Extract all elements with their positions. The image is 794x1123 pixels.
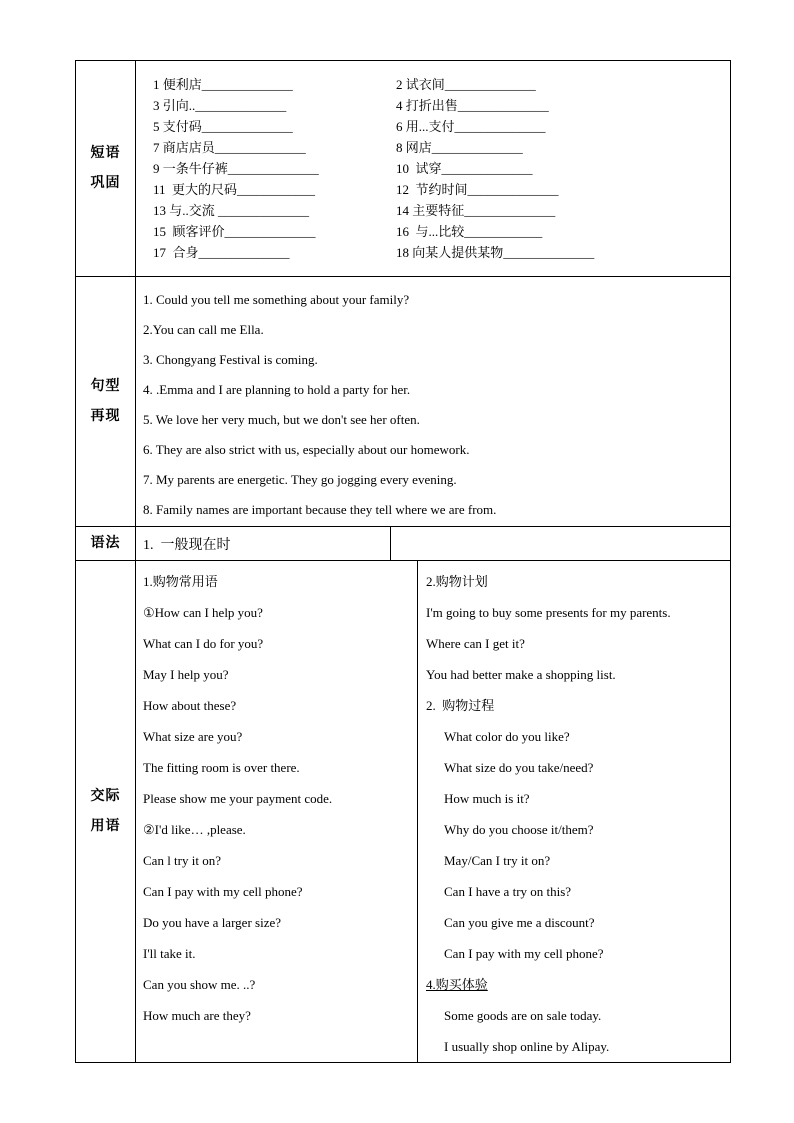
phrase-item: 17 合身______________ bbox=[153, 245, 290, 260]
comm-line: You had better make a shopping list. bbox=[426, 667, 616, 682]
row-label-phrases bbox=[76, 61, 136, 276]
comm-line: 4.购买体验 bbox=[426, 977, 488, 992]
communication-left-column bbox=[136, 561, 418, 1062]
phrase-item: 6 用...支付______________ bbox=[396, 119, 546, 134]
comm-line: ②I'd like… ,please. bbox=[143, 822, 246, 837]
row-label-line: 交际 bbox=[90, 788, 121, 804]
comm-line: Can I pay with my cell phone? bbox=[143, 884, 303, 899]
comm-line: I usually shop online by Alipay. bbox=[444, 1039, 610, 1054]
comm-line: Do you have a larger size? bbox=[143, 915, 282, 930]
sentence-item: 4. .Emma and I are planning to hold a party for her. bbox=[143, 382, 411, 397]
phrase-item: 8 网店______________ bbox=[396, 140, 523, 155]
phrase-item: 5 支付码______________ bbox=[153, 119, 293, 134]
phrase-item: 14 主要特征______________ bbox=[396, 203, 556, 218]
phrases-left-column bbox=[153, 74, 396, 276]
sentence-item: 2.You can call me Ella. bbox=[143, 322, 264, 337]
phrase-item: 3 引向..______________ bbox=[153, 98, 287, 113]
sentence-item: 8. Family names are important because they tell where we are from. bbox=[143, 502, 497, 517]
comm-line: What size do you take/need? bbox=[444, 760, 594, 775]
comm-line: May/Can I try it on? bbox=[444, 853, 551, 868]
comm-line: How about these? bbox=[143, 698, 237, 713]
row-label-line: 用语 bbox=[90, 818, 121, 834]
comm-line: ①How can I help you? bbox=[143, 605, 263, 620]
comm-line: How much are they? bbox=[143, 1008, 251, 1023]
phrases-content bbox=[136, 61, 730, 276]
phrase-item: 12 节约时间______________ bbox=[396, 182, 559, 197]
comm-line: Can you show me. ..? bbox=[143, 977, 256, 992]
comm-line: I'm going to buy some presents for my parents. bbox=[426, 605, 671, 620]
comm-line: What size are you? bbox=[143, 729, 243, 744]
comm-line: Some goods are on sale today. bbox=[444, 1008, 602, 1023]
row-label-line: 巩固 bbox=[90, 175, 121, 191]
comm-line: Can I have a try on this? bbox=[444, 884, 572, 899]
comm-line: How much is it? bbox=[444, 791, 530, 806]
comm-line: May I help you? bbox=[143, 667, 229, 682]
comm-line: 2. 购物过程 bbox=[426, 698, 495, 713]
phrase-item: 13 与..交流 ______________ bbox=[153, 203, 310, 218]
comm-line: What color do you like? bbox=[444, 729, 570, 744]
phrase-item: 18 向某人提供某物______________ bbox=[396, 245, 595, 260]
sentence-item: 3. Chongyang Festival is coming. bbox=[143, 352, 318, 367]
row-sentence-patterns bbox=[76, 276, 730, 526]
sentence-item: 7. My parents are energetic. They go jogging every evening. bbox=[143, 472, 457, 487]
comm-line: What can I do for you? bbox=[143, 636, 264, 651]
row-label-communication bbox=[76, 561, 136, 1062]
phrase-item: 10 试穿______________ bbox=[396, 161, 533, 176]
phrase-item: 15 顾客评价______________ bbox=[153, 224, 316, 239]
row-phrase-consolidation bbox=[76, 61, 730, 276]
row-label-grammar bbox=[76, 527, 136, 560]
comm-line: Please show me your payment code. bbox=[143, 791, 333, 806]
comm-line: The fitting room is over there. bbox=[143, 760, 300, 775]
row-label-sentences bbox=[76, 277, 136, 526]
phrase-item: 16 与...比较____________ bbox=[396, 224, 543, 239]
sentence-item: 1. Could you tell me something about your family? bbox=[143, 292, 410, 307]
phrase-item: 1 便利店______________ bbox=[153, 77, 293, 92]
comm-line: I'll take it. bbox=[143, 946, 196, 961]
phrase-item: 9 一条牛仔裤______________ bbox=[153, 161, 319, 176]
row-communication bbox=[76, 560, 730, 1062]
row-grammar bbox=[76, 526, 730, 560]
comm-line: Can I pay with my cell phone? bbox=[444, 946, 604, 961]
phrase-item: 11 更大的尺码____________ bbox=[153, 182, 316, 197]
phrase-item: 2 试衣间______________ bbox=[396, 77, 536, 92]
phrase-item: 4 打折出售______________ bbox=[396, 98, 549, 113]
comm-line: Can you give me a discount? bbox=[444, 915, 595, 930]
row-label-line: 短语 bbox=[90, 145, 121, 161]
comm-line: Where can I get it? bbox=[426, 636, 525, 651]
sentence-item: 5. We love her very much, but we don't see her often. bbox=[143, 412, 420, 427]
phrase-item: 7 商店店员______________ bbox=[153, 140, 306, 155]
comm-line: 2.购物计划 bbox=[426, 574, 488, 589]
comm-line: 1.购物常用语 bbox=[143, 574, 218, 589]
row-label-line: 语法 bbox=[90, 535, 121, 551]
phrases-right-column bbox=[396, 74, 730, 276]
communication-right-column bbox=[418, 561, 730, 1062]
comm-line: Can l try it on? bbox=[143, 853, 221, 868]
grammar-empty-cell bbox=[391, 527, 730, 560]
row-label-line: 句型 bbox=[90, 378, 121, 394]
row-label-line: 再现 bbox=[90, 408, 121, 424]
grammar-topic: 1. 一般现在时 bbox=[136, 527, 391, 560]
sentences-content bbox=[136, 277, 730, 526]
comm-line: Why do you choose it/them? bbox=[444, 822, 594, 837]
worksheet-table bbox=[75, 60, 731, 1063]
sentence-item: 6. They are also strict with us, especially about our homework. bbox=[143, 442, 470, 457]
